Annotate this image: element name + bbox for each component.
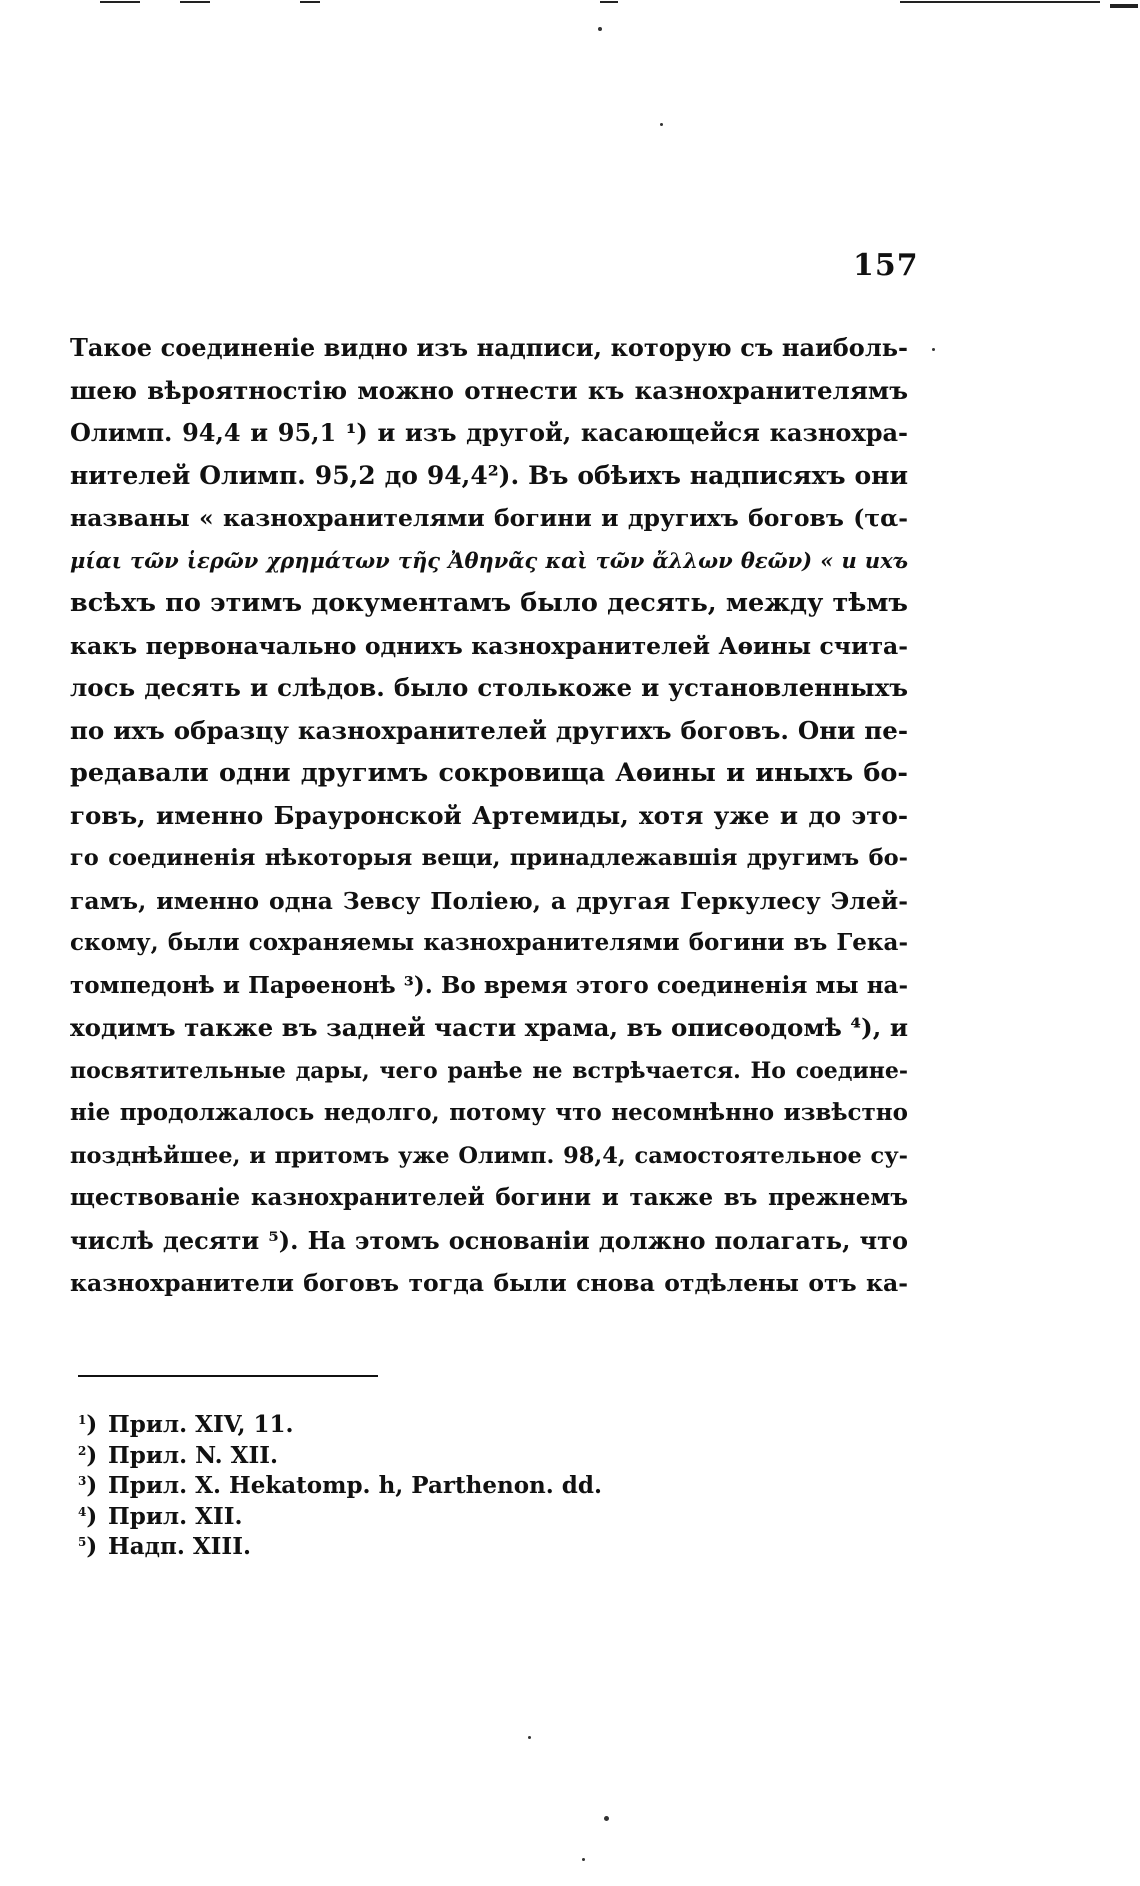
text-line: нителей Олимп. 95,2 до 94,4²). Въ обѣихъ надписяхъ они [70,460,908,490]
footnote-mark: 2 [78,1443,87,1458]
text-line: Олимп. 94,4 и 95,1 ¹) и изъ другой, касающейся казнохра- [70,418,908,447]
scan-speck [604,1816,609,1821]
footnote-text: Прил. XII. [108,1502,243,1530]
footnote-text: Прил. X. Hekatomp. h, Parthenon. dd. [108,1472,602,1499]
footnote-mark: 4 [78,1504,87,1519]
footnote: $^1$) Прил. XIV, 11. [78,1411,294,1438]
scan-top-edge [0,0,1140,8]
text-line: шею вѣроятностію можно отнести къ казнохранителямъ [70,375,908,405]
text-line: скому, были сохраняемы казнохранителями богини въ Гека- [70,929,908,956]
text-line: числѣ десяти ⁵). На этомъ основаніи должно полагать, что [70,1225,908,1255]
text-line: ніе продолжалось недолго, потому что несомнѣнно извѣстно [70,1099,908,1126]
text-line: какъ первоначально однихъ казнохранителей Аѳины счита- [70,631,908,660]
text-line: μίαι τῶν ἱερῶν χρημάτων τῆς Ἀθηνᾶς καὶ τῶν ἄλλων θεῶν) « и ихъ [70,547,908,573]
footnote-mark: 3 [78,1474,87,1488]
text-line: по ихъ образцу казнохранителей другихъ боговъ. Они пе- [70,715,908,745]
text-line: го соединенія нѣкоторыя вещи, принадлежавшія другимъ бо- [70,845,908,871]
text-line: названы « казнохранителями богини и другихъ боговъ (τα- [70,504,908,532]
text-line: казнохранители боговъ тогда были снова отдѣлены отъ ка- [70,1269,908,1297]
footnote-text: Надп. XIII. [108,1533,251,1560]
text-line: томпедонѣ и Парѳенонѣ ³). Во время этого соединенія мы на- [70,971,908,999]
scan-speck [582,1858,585,1861]
text-line: ходимъ также въ задней части храма, въ описѳодомѣ ⁴), и [70,1013,908,1042]
scan-speck [932,348,935,351]
text-line: посвятительные дары, чего ранѣе не встрѣчается. Но соедине- [70,1057,908,1084]
scan-speck [660,123,663,126]
text-line: позднѣйшее, и притомъ уже Олимп. 98,4, самостоятельное су- [70,1142,908,1169]
text-line: гамъ, именно одна Зевсу Поліею, а другая Геркулесу Элей- [70,886,908,915]
text-line: говъ, именно Брауронской Артемиды, хотя уже и до это- [70,800,908,830]
text-line: всѣхъ по этимъ документамъ было десять, между тѣмъ [70,588,908,618]
footnote-text: Прил. XIV, 11. [108,1411,294,1438]
footnote: $^5$) Надп. XIII. [78,1533,251,1560]
text-line: Такое соединеніе видно изъ надписи, которую съ наиболь- [70,333,908,362]
page-number: 157 [853,248,919,283]
footnote-text: Прил. N. XII. [108,1441,279,1469]
footnote-separator [78,1375,378,1377]
text-line: лось десять и слѣдов. было столькоже и установленныхъ [70,673,908,702]
footnote: $^3$) Прил. X. Hekatomp. h, Parthenon. dd. [78,1472,602,1499]
text-line: редавали одни другимъ сокровища Аѳины и иныхъ бо- [70,758,908,788]
footnote-mark: 5 [78,1535,87,1549]
scan-speck [598,27,602,31]
footnote-mark: 1 [78,1413,87,1427]
footnote: $^2$) Прил. N. XII. [78,1441,279,1469]
text-line: ществованіе казнохранителей богини и также въ прежнемъ [70,1184,908,1211]
body-text [70,327,908,1305]
footnote: $^4$) Прил. XII. [78,1502,243,1530]
footnotes [78,1405,602,1558]
scan-speck [528,1736,531,1739]
